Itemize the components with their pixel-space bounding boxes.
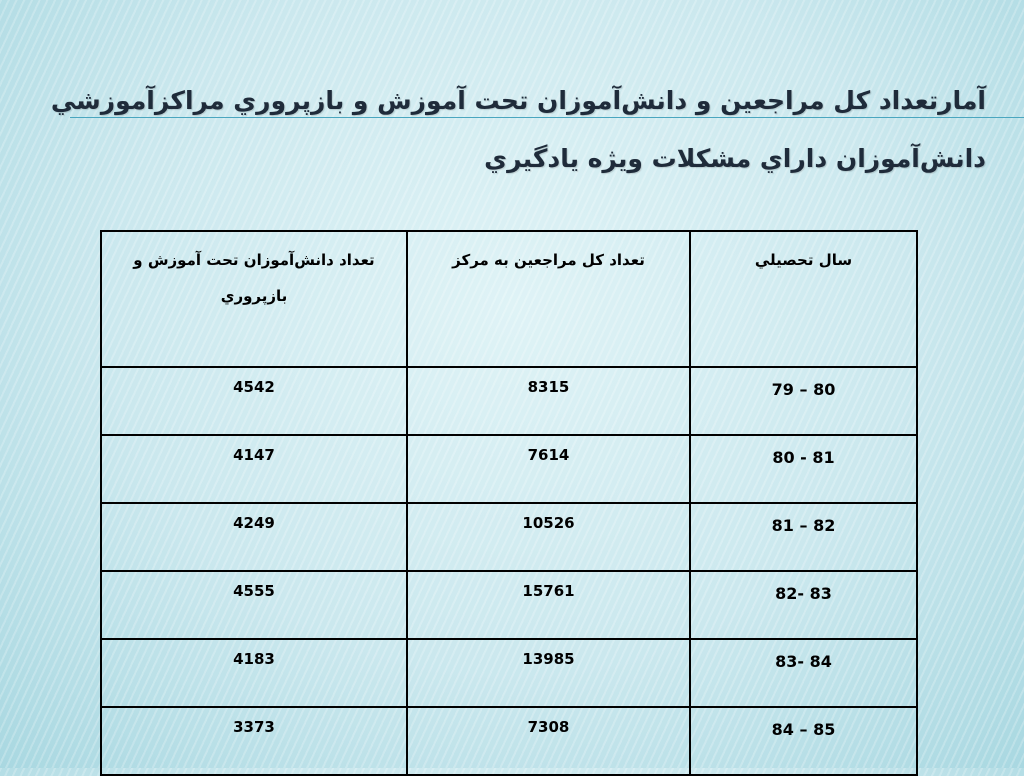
cell-students: 4555 [101,571,407,639]
table-row [101,503,917,571]
cell-students: 4542 [101,367,407,435]
cell-students: 4249 [101,503,407,571]
cell-students: 3373 [101,707,407,775]
table-row [101,639,917,707]
cell-year: 79 – 80 [690,367,917,435]
cell-year: 83- 84 [690,639,917,707]
statistics-table [100,230,918,776]
title-line-2: دانش‌آموزان داراي مشکلات ويژه يادگيري [484,144,986,173]
cell-referrals: 8315 [407,367,690,435]
table-row [101,435,917,503]
header-year: سال تحصيلي [690,231,917,367]
table-row [101,571,917,639]
table-header-row [101,231,917,367]
table-row [101,367,917,435]
slide-title [50,72,986,188]
cell-students: 4183 [101,639,407,707]
cell-year: 82- 83 [690,571,917,639]
cell-students: 4147 [101,435,407,503]
header-students: تعداد دانش‌آموزان تحت آموزش و بازپروري [101,231,407,367]
table-row [101,707,917,775]
cell-referrals: 7308 [407,707,690,775]
cell-referrals: 10526 [407,503,690,571]
cell-referrals: 13985 [407,639,690,707]
cell-year: 80 - 81 [690,435,917,503]
cell-referrals: 7614 [407,435,690,503]
cell-referrals: 15761 [407,571,690,639]
title-divider [70,117,1024,118]
title-line-1: آمارتعداد کل مراجعين و دانش‌آموزان تحت آموزش و بازپروري مراکزآموزشي [50,86,986,115]
cell-year: 84 – 85 [690,707,917,775]
cell-year: 81 – 82 [690,503,917,571]
header-referrals: تعداد کل مراجعين به مرکز [407,231,690,367]
